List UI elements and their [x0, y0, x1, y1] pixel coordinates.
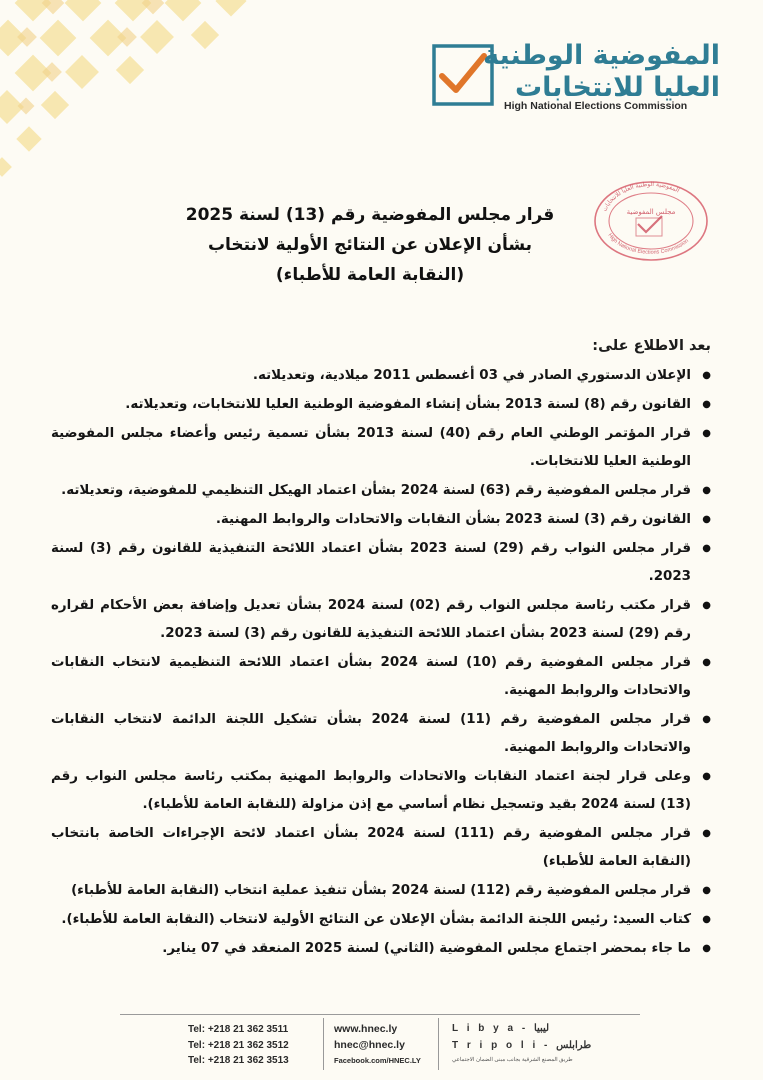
hnec-logo	[432, 40, 732, 120]
list-item: ● قرار مجلس المفوضية رقم (112) لسنة 2024 بشأن تنفيذ عملية انتخاب (النقابة العامة للأطباء)	[51, 877, 711, 905]
footer-web	[334, 1022, 421, 1069]
title-line2: بشأن الإعلان عن النتائج الأولية لانتخاب	[207, 235, 533, 255]
list-item: ● القانون رقم (8) لسنة 2013 بشأن إنشاء المفوضية الوطنية العليا للانتخابات، وتعديلاته.	[51, 391, 711, 419]
footer	[0, 1018, 763, 1080]
footer-divider	[120, 1014, 640, 1015]
intro-heading: بعد الاطلاع على:	[592, 338, 711, 354]
document-body	[51, 338, 711, 964]
list-item: ● قرار مجلس المفوضية رقم (11) لسنة 2024 بشأن تشكيل اللجنة الدائمة لانتخاب النقابات والاتحادات والروابط المهنية.	[51, 706, 711, 762]
location-city: T r i p o l i - طرابلس	[452, 1040, 592, 1051]
list-item: ● قرار مكتب رئاسة مجلس النواب رقم (02) لسنة 2024 بشأن تعديل وإضافة بعض الأحكام لقراره رقم (29) لسنة 2023 بشأن اعتماد اللائحة التنفيذية للقانون رقم (3) لسنة 2023.	[51, 592, 711, 648]
list-item: ● الإعلان الدستوري الصادر في 03 أغسطس 2011 ميلادية، وتعديلاته.	[51, 362, 711, 390]
footer-separator	[323, 1018, 324, 1070]
list-item: ● قرار المؤتمر الوطني العام رقم (40) لسنة 2013 بشأن تسمية رئيس وأعضاء مجلس المفوضية الوطنية العليا للانتخابات.	[51, 420, 711, 476]
phone-1: Tel: +218 21 362 3511	[188, 1024, 289, 1035]
decorative-diamond-pattern	[0, 0, 330, 220]
org-name-ar-line2: العليا للانتخابات	[514, 72, 720, 103]
footer-phones	[188, 1022, 289, 1069]
list-item: ● القانون رقم (3) لسنة 2023 بشأن النقابات والاتحادات والروابط المهنية.	[51, 506, 711, 534]
email-link[interactable]: hnec@hnec.ly	[334, 1038, 405, 1051]
stamp-ring-ar: المفوضية الوطنية العليا للانتخابات	[601, 180, 681, 213]
list-item: ● وعلى قرار لجنة اعتماد النقابات والاتحادات والروابط المهنية بمكتب رئاسة مجلس النواب رقم (13) لسنة 2024 بقيد وتسجيل نظام أساسي مع إذن مزاولة (للنقابة العامة للأطباء).	[51, 763, 711, 819]
website-link[interactable]: www.hnec.ly	[334, 1023, 398, 1035]
org-name-ar-line1: المفوضية الوطنية	[483, 40, 720, 71]
phone-3: Tel: +218 21 362 3513	[188, 1055, 289, 1066]
stamp-label-ar: مجلس المفوضية	[626, 208, 676, 216]
footer-separator	[438, 1018, 439, 1070]
list-item: ● ما جاء بمحضر اجتماع مجلس المفوضية (الثاني) لسنة 2025 المنعقد في 07 يناير.	[51, 935, 711, 963]
list-item: ● قرار مجلس المفوضية رقم (111) لسنة 2024 بشأن اعتماد لائحة الإجراءات الخاصة بانتخاب (النقابة العامة للأطباء)	[51, 820, 711, 876]
facebook-link[interactable]: Facebook.com/HNEC.LY	[334, 1056, 421, 1065]
location-address: طريق المصنع الشرقية بجانب مبنى الضمان الاجتماعي	[452, 1057, 573, 1063]
location-country: L i b y a - ليبيا	[452, 1023, 550, 1034]
list-item: ● كتاب السيد: رئيس اللجنة الدائمة بشأن الإعلان عن النتائج الأولية لانتخاب (النقابة العامة للأطباء).	[51, 906, 711, 934]
phone-2: Tel: +218 21 362 3512	[188, 1039, 289, 1051]
list-item: ● قرار مجلس المفوضية رقم (10) لسنة 2024 بشأن اعتماد اللائحة التنظيمية لانتخاب النقابات والاتحادات والروابط المهنية.	[51, 649, 711, 705]
footer-location	[452, 1020, 591, 1066]
title-line1: قرار مجلس المفوضية رقم (13) لسنة 2025	[185, 205, 555, 225]
stamp-label-en: High National Elections Commission	[606, 232, 690, 256]
org-name-en: High National Elections Commission	[504, 100, 688, 112]
decision-title	[150, 200, 590, 290]
list-item: ● قرار مجلس النواب رقم (29) لسنة 2023 بشأن اعتماد اللائحة التنفيذية للقانون رقم (3) لسنة 2023.	[51, 535, 711, 591]
title-line3: (النقابة العامة للأطباء)	[275, 265, 465, 285]
list-item: ● قرار مجلس المفوضية رقم (63) لسنة 2024 بشأن اعتماد الهيكل التنظيمي للمفوضية، وتعديلاته.	[51, 477, 711, 505]
official-stamp	[590, 178, 712, 264]
references-list	[51, 362, 711, 963]
